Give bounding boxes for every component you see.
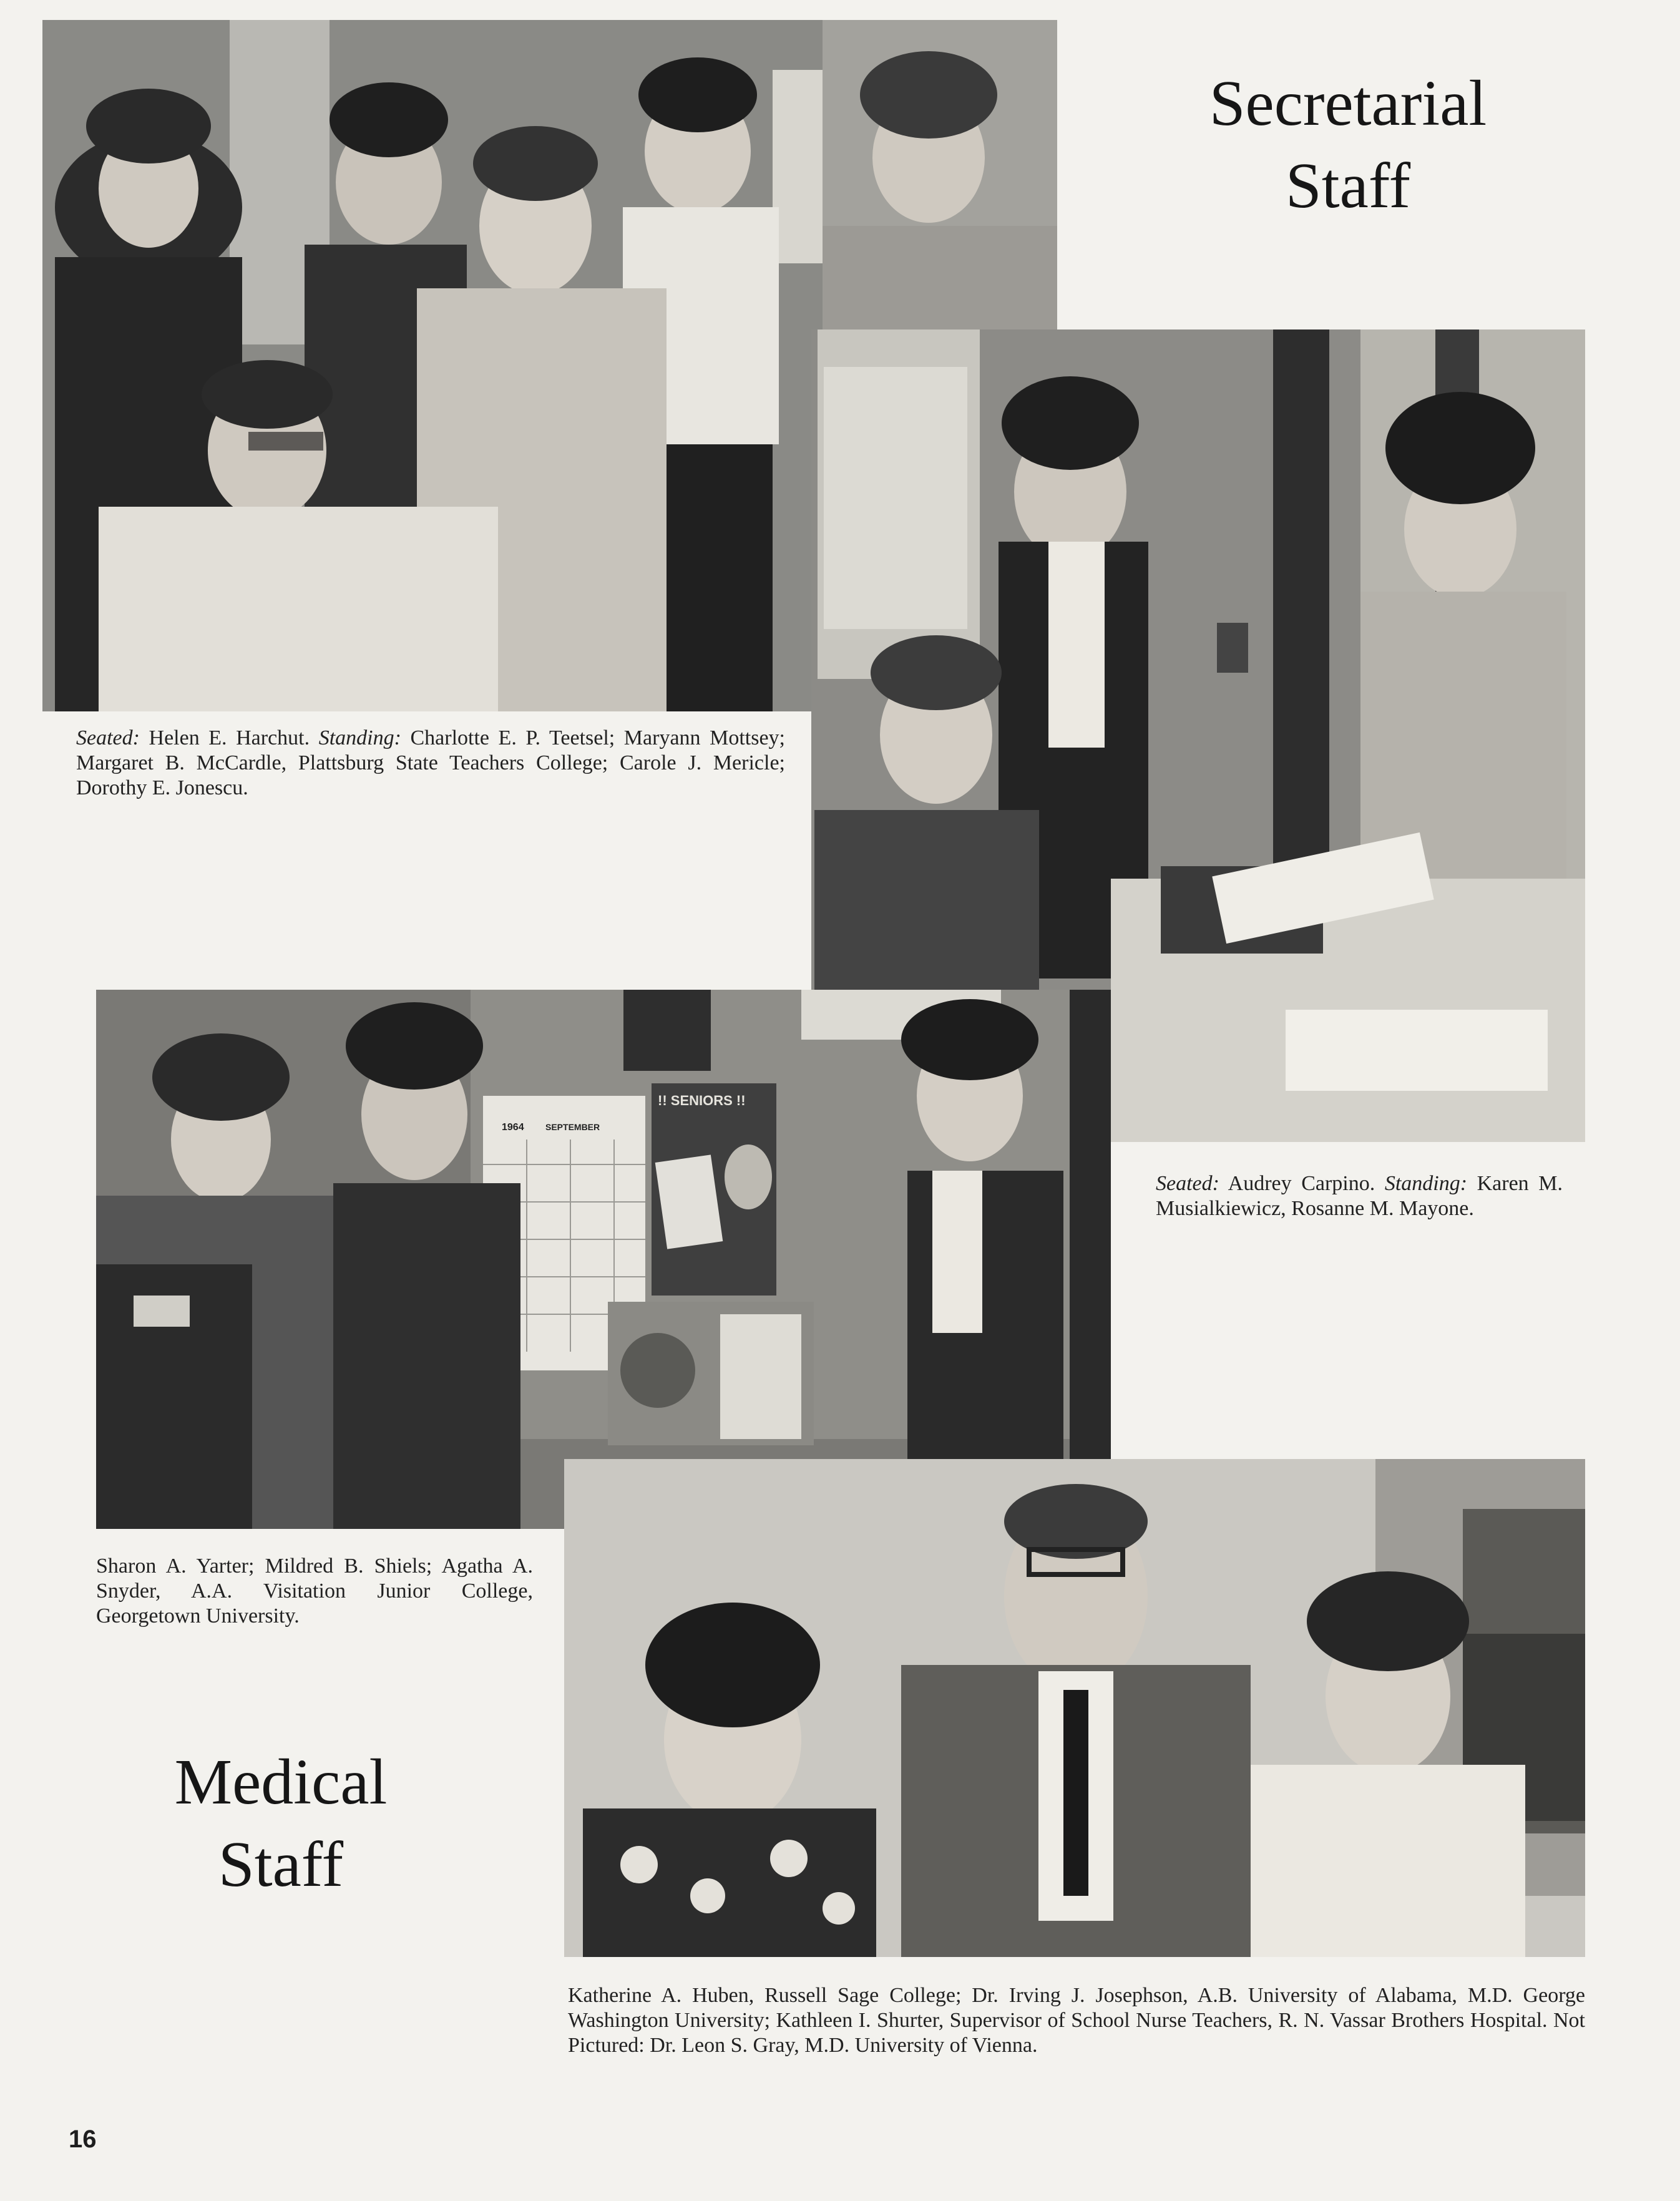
seated-label: Seated: (1156, 1172, 1219, 1195)
calendar-month: SEPTEMBER (545, 1122, 600, 1132)
seated-label: Seated: (76, 726, 140, 749)
caption-3-text: Sharon A. Yarter; Mildred B. Shiels; Agatha A. Snyder, A.A. Visitation Junior College, Georgetown University. (96, 1554, 533, 1628)
medical-staff-heading (112, 1741, 449, 1906)
standing-names: Charlotte E. P. Teetsel; Maryann Mottsey; Margaret B. McCardle, Plattsburg State Teachers College; Carole J. Mericle; Dorothy E. Jonescu. (76, 726, 785, 799)
secretarial-caption-1 (76, 726, 785, 801)
standing-label: Standing: (318, 726, 401, 749)
page-number: 16 (69, 2125, 97, 2153)
seniors-poster-title: !! SENIORS !! (658, 1093, 746, 1108)
secretarial-heading-line1: Secretarial (1209, 67, 1487, 139)
secretarial-photo-calendar (96, 990, 1111, 1529)
medical-heading-line2: Staff (218, 1828, 344, 1900)
secretarial-heading-line2: Staff (1285, 150, 1411, 222)
medical-caption (568, 1983, 1585, 2058)
secretarial-caption-2 (1156, 1171, 1563, 1221)
secretarial-staff-heading (1111, 62, 1585, 227)
seated-names: Audrey Carpino. (1219, 1172, 1385, 1195)
standing-label: Standing: (1384, 1172, 1468, 1195)
medical-caption-text: Katherine A. Huben, Russell Sage College; Dr. Irving J. Josephson, A.B. University of Alabama, M.D. George Washington University; Kathleen I. Shurter, Supervisor of School Nurse Teachers, R. N. Vassar Brothers Hospital. Not Pictured: Dr. Leon S. Gray, M.D. University of Vienna. (568, 1984, 1585, 2057)
medical-heading-line1: Medical (174, 1746, 388, 1818)
seated-names: Helen E. Harchut. (139, 726, 319, 749)
secretarial-caption-3 (96, 1554, 533, 1629)
standing-names: Karen M. Musialkiewicz, Rosanne M. Mayone. (1156, 1172, 1563, 1220)
calendar-year: 1964 (502, 1122, 524, 1133)
medical-staff-photo (564, 1459, 1585, 1957)
